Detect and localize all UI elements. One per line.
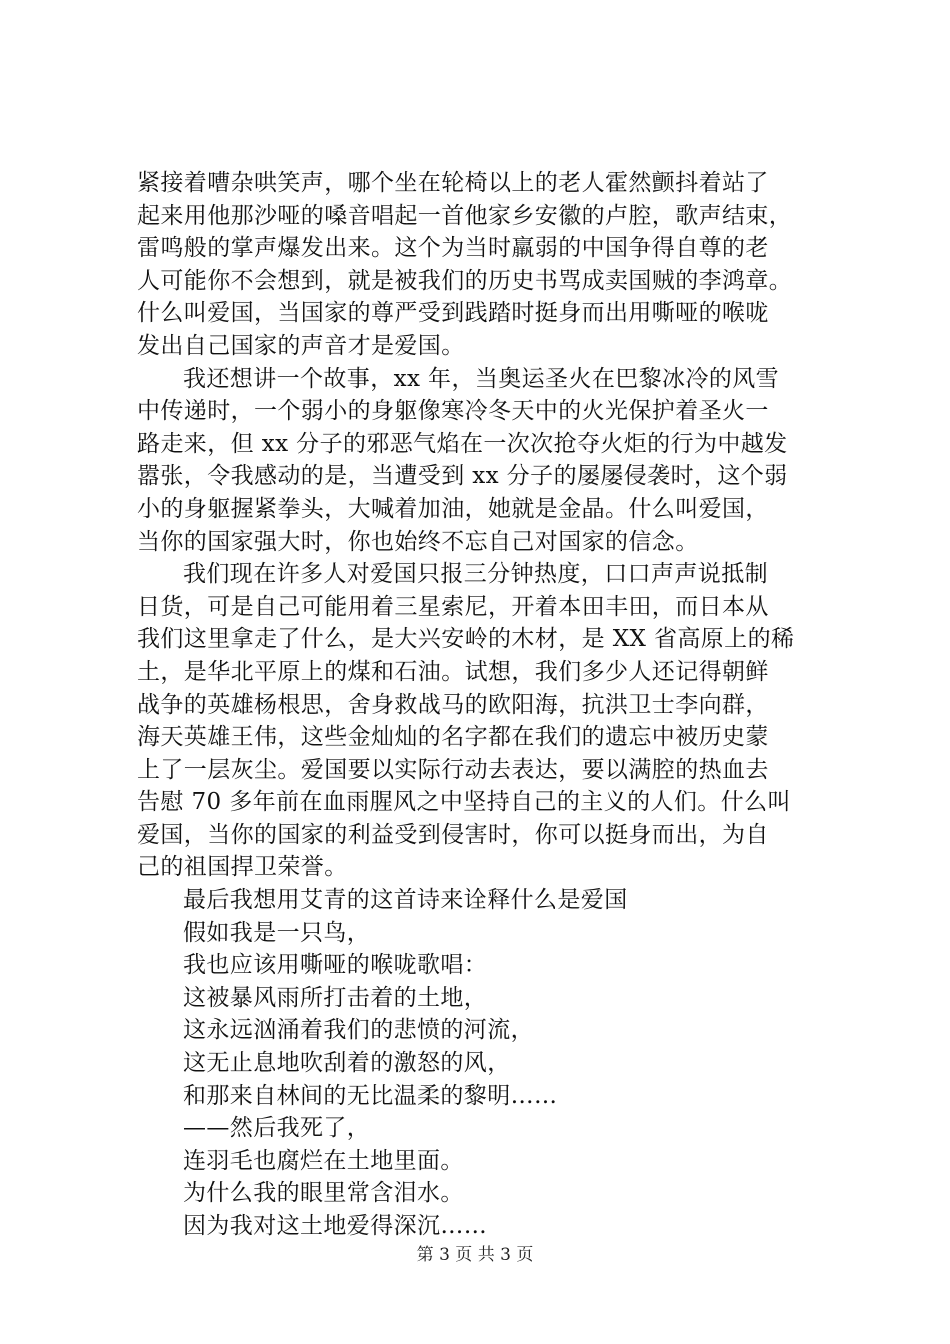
text-line: 中传递时，一个弱小的身躯像寒冷冬天中的火光保护着圣火一 [137,398,769,425]
text-line: 为什么我的眼里常含泪水。 [183,1180,464,1207]
text-line: 什么叫爱国，当国家的尊严受到践踏时挺身而出用嘶哑的喉咙 [137,300,769,327]
paragraph [137,167,849,363]
text-line: 雷鸣般的掌声爆发出来。这个为当时羸弱的中国争得自尊的老 [137,235,769,262]
text-line: 路走来，但 xx 分子的邪恶气焰在一次次抢夺火炬的行为中越发 [137,430,788,457]
text-line: 这永远汹涌着我们的悲愤的河流， [183,1017,534,1044]
text-line: 海天英雄王伟，这些金灿灿的名字都在我们的遗忘中被历史蒙 [137,724,769,751]
paragraph [137,1080,849,1113]
text-line: 最后我想用艾青的这首诗来诠释什么是爱国 [183,887,628,914]
paragraph [137,1145,849,1178]
text-line: 己的祖国捍卫荣誉。 [137,854,348,881]
paragraph [137,1210,849,1243]
document-body [137,167,849,1243]
text-line: 我还想讲一个故事，xx 年，当奥运圣火在巴黎冰冷的风雪 [183,365,780,392]
text-line: 爱国，当你的国家的利益受到侵害时，你可以挺身而出，为自 [137,821,769,848]
text-line: 假如我是一只鸟， [183,919,371,946]
paragraph [137,363,849,559]
text-line: 上了一层灰尘。爱国要以实际行动去表达，要以满腔的热血去 [137,756,769,783]
paragraph [137,884,849,917]
text-line: 和那来自林间的无比温柔的黎明…… [183,1082,558,1109]
text-line: 发出自己国家的声音才是爱国。 [137,332,465,359]
text-line: 紧接着嘈杂哄笑声，哪个坐在轮椅以上的老人霍然颤抖着站了 [137,170,769,196]
paragraph [137,1014,849,1047]
text-line: 告慰 70 多年前在血雨腥风之中坚持自己的主义的人们。什么叫 [137,789,791,816]
text-line: 日货，可是自己可能用着三星索尼，开着本田丰田，而日本从 [137,593,769,620]
text-line: 战争的英雄杨根思，舍身救战马的欧阳海，抗洪卫士李向群， [137,691,769,718]
paragraph [137,949,849,982]
paragraph [137,1177,849,1210]
text-line: ——然后我死了， [183,1115,371,1142]
text-line: 土，是华北平原上的煤和石油。试想，我们多少人还记得朝鲜 [137,658,769,685]
text-line: 人可能你不会想到，就是被我们的历史书骂成卖国贼的李鸿章。 [137,267,793,294]
text-line: 我们现在许多人对爱国只报三分钟热度，口口声声说抵制 [183,561,768,588]
paragraph [137,982,849,1015]
text-line: 我们这里拿走了什么，是大兴安岭的木材，是 XX 省高原上的稀 [137,626,795,653]
text-line: 连羽毛也腐烂在土地里面。 [183,1147,464,1174]
paragraph [137,1112,849,1145]
text-line: 因为我对这土地爱得深沉…… [183,1213,488,1239]
text-line: 嚣张，令我感动的是，当遭受到 xx 分子的屡屡侵袭时，这个弱 [137,463,788,490]
paragraph [137,917,849,950]
page-footer: 第 3 页 共 3 页 [416,1245,534,1265]
text-line: 这无止息地吹刮着的激怒的风， [183,1050,511,1077]
text-line: 这被暴风雨所打击着的土地， [183,984,488,1011]
text-line: 当你的国家强大时，你也始终不忘自己对国家的信念。 [137,528,699,555]
text-line: 小的身躯握紧拳头，大喊着加油，她就是金晶。什么叫爱国， [137,495,769,522]
text-line: 我也应该用嘶哑的喉咙歌唱： [183,952,488,979]
text-line: 起来用他那沙哑的嗓音唱起一首他家乡安徽的卢腔，歌声结束， [137,202,793,229]
paragraph [137,558,849,884]
paragraph [137,1047,849,1080]
